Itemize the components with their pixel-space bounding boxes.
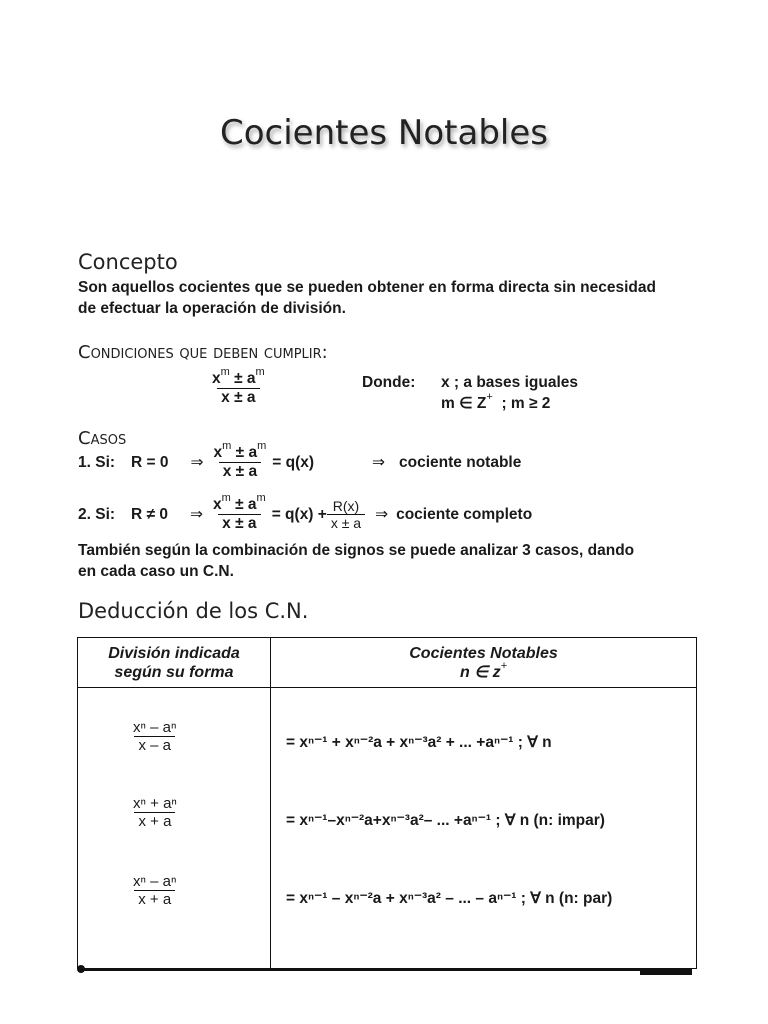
donde-line2: m ∈ Z+ ; m ≥ 2 bbox=[441, 391, 551, 412]
concepto-text-line2: de efectuar la operación de división. bbox=[78, 300, 346, 317]
concepto-text-line1: Son aquellos cocientes que se pueden obtener en forma directa sin necesidad bbox=[78, 279, 656, 296]
implies-icon: ⇒ bbox=[190, 454, 204, 471]
casos-note-line2: en cada caso un C.N. bbox=[78, 563, 234, 580]
division-den-1: x – a bbox=[134, 736, 175, 754]
donde-line2-b: ; m ≥ 2 bbox=[501, 395, 551, 412]
case1-condition: R = 0 bbox=[131, 453, 169, 471]
cociente-result-2: = xⁿ⁻¹–xⁿ⁻²a+xⁿ⁻³a²– ... +aⁿ⁻¹ ; ∀ n (n: impar) bbox=[286, 812, 605, 829]
header-cocientes bbox=[271, 638, 697, 688]
donde-line1: x ; a bases iguales bbox=[441, 374, 578, 391]
concepto-heading: Concepto bbox=[78, 250, 178, 274]
cocientes-cell bbox=[271, 688, 697, 969]
casos-heading: Casos bbox=[78, 428, 127, 449]
donde-label: Donde: bbox=[362, 374, 416, 391]
header-cocientes-line1: Cocientes Notables bbox=[409, 644, 558, 662]
division-fraction-1 bbox=[129, 719, 180, 754]
header-cocientes-line2: n ∈ z+ bbox=[459, 659, 508, 681]
table-body-row bbox=[78, 688, 697, 969]
division-den-3: x + a bbox=[134, 890, 175, 908]
donde-line2-a: m ∈ Z bbox=[441, 395, 487, 412]
implies-icon: ⇒ bbox=[375, 506, 389, 523]
division-den-2: x + a bbox=[134, 812, 175, 830]
case2-label: 2. Si: bbox=[78, 505, 116, 523]
case2-row: 2. Si: R ≠ 0 ⇒ $\frac{x^m \pm a^m}{x \pm a}$ = q(x) + $\frac{R(x)}{x \pm a}$ ⇒ cociente completo bbox=[78, 492, 533, 532]
header-division bbox=[78, 638, 271, 688]
division-cell bbox=[78, 688, 271, 969]
division-fraction-2 bbox=[129, 795, 181, 830]
division-num-2: xⁿ + aⁿ bbox=[133, 795, 177, 812]
implies-icon: ⇒ bbox=[372, 454, 386, 471]
division-num-1: xⁿ – aⁿ bbox=[133, 719, 177, 736]
condiciones-fraction: $\frac{x^m \pm a^m}{x \pm a}$ bbox=[212, 366, 265, 406]
header-cocientes-condition: n ∈ z bbox=[459, 663, 501, 681]
case2-condition: R ≠ 0 bbox=[131, 505, 168, 523]
deduccion-heading: Deducción de los C.N. bbox=[78, 599, 309, 623]
cocientes-table bbox=[77, 637, 697, 969]
implies-icon: ⇒ bbox=[189, 506, 203, 523]
page-title: Cocientes Notables bbox=[220, 113, 548, 153]
footer-rule bbox=[80, 969, 692, 971]
casos-note-line1: También según la combinación de signos se puede analizar 3 casos, dando bbox=[78, 542, 635, 559]
division-num-3: xⁿ – aⁿ bbox=[133, 873, 177, 890]
table-header-row bbox=[78, 638, 697, 688]
division-fraction-3 bbox=[129, 873, 180, 908]
header-division-line1: División indicada bbox=[108, 644, 240, 662]
cociente-result-3: = xⁿ⁻¹ – xⁿ⁻²a + xⁿ⁻³a² – ... – aⁿ⁻¹ ; ∀ n (n: par) bbox=[286, 890, 613, 907]
case1-row: 1. Si: R = 0 ⇒ $\frac{x^m \pm a^m}{x \pm a}$ = q(x) ⇒ cociente notable bbox=[78, 440, 522, 480]
cociente-result-1: = xⁿ⁻¹ + xⁿ⁻²a + xⁿ⁻³a² + ... +aⁿ⁻¹ ; ∀ n bbox=[286, 734, 552, 751]
header-division-line2: según su forma bbox=[114, 663, 234, 681]
case2-result: cociente completo bbox=[396, 505, 533, 523]
condiciones-heading: Condiciones que deben cumplir: bbox=[78, 342, 328, 363]
footer-page-bar bbox=[640, 969, 692, 975]
case1-result: cociente notable bbox=[399, 453, 522, 471]
case1-label: 1. Si: bbox=[78, 453, 116, 471]
